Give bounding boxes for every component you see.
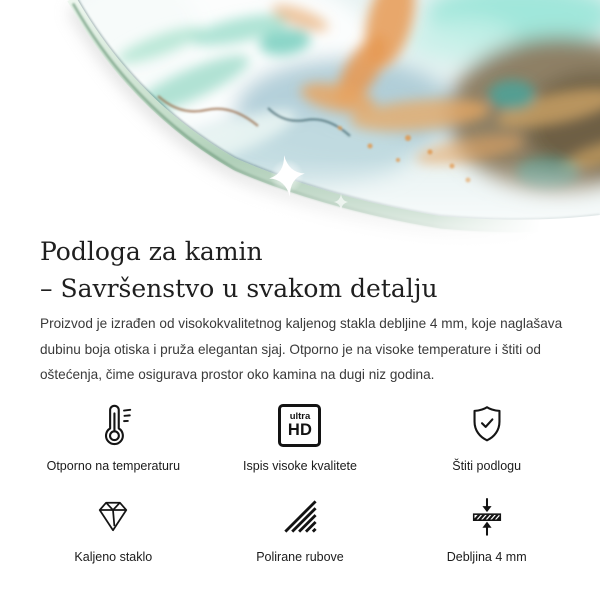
product-description: Proizvod je izrađen od visokokvalitetnog kaljenog stakla debljine 4 mm, koje naglašava dubinu boja otiska i pruža elegantan sjaj. Otporno je na visoke temperature i štiti od oštećenja, čime osigurava prostor oko kamina na dugi niz godina.	[40, 316, 563, 382]
product-photo	[0, 0, 600, 250]
feature-label: Polirane rubove	[256, 550, 344, 564]
ultra-hd-icon	[278, 404, 321, 447]
page-title-line2: – Savršenstvo u svakom detalju	[40, 274, 438, 303]
page-title	[40, 233, 575, 307]
feature-protection	[393, 400, 580, 474]
feature-polished-edges	[207, 491, 394, 565]
polished-edge-icon	[278, 494, 322, 538]
page-title-line1: Podloga za kamin	[40, 237, 263, 266]
feature-print-quality	[207, 400, 394, 474]
feature-tempered-glass	[20, 491, 207, 565]
ultra-hd-icon-text-top: ultra	[289, 411, 311, 422]
shield-check-icon	[464, 401, 510, 447]
feature-label: Otporno na temperaturu	[46, 459, 181, 473]
ultra-hd-icon-text-bottom: HD	[287, 421, 313, 439]
feature-temperature	[20, 400, 207, 474]
thermometer-icon	[90, 401, 136, 447]
thickness-icon	[465, 494, 509, 538]
feature-grid	[20, 400, 580, 565]
feature-label: Štiti podlogu	[452, 459, 522, 473]
feature-label: Debljina 4 mm	[446, 550, 527, 564]
feature-thickness	[393, 491, 580, 565]
diamond-icon	[91, 494, 135, 538]
feature-label: Kaljeno staklo	[74, 550, 153, 564]
feature-label: Ispis visoke kvalitete	[243, 459, 357, 473]
